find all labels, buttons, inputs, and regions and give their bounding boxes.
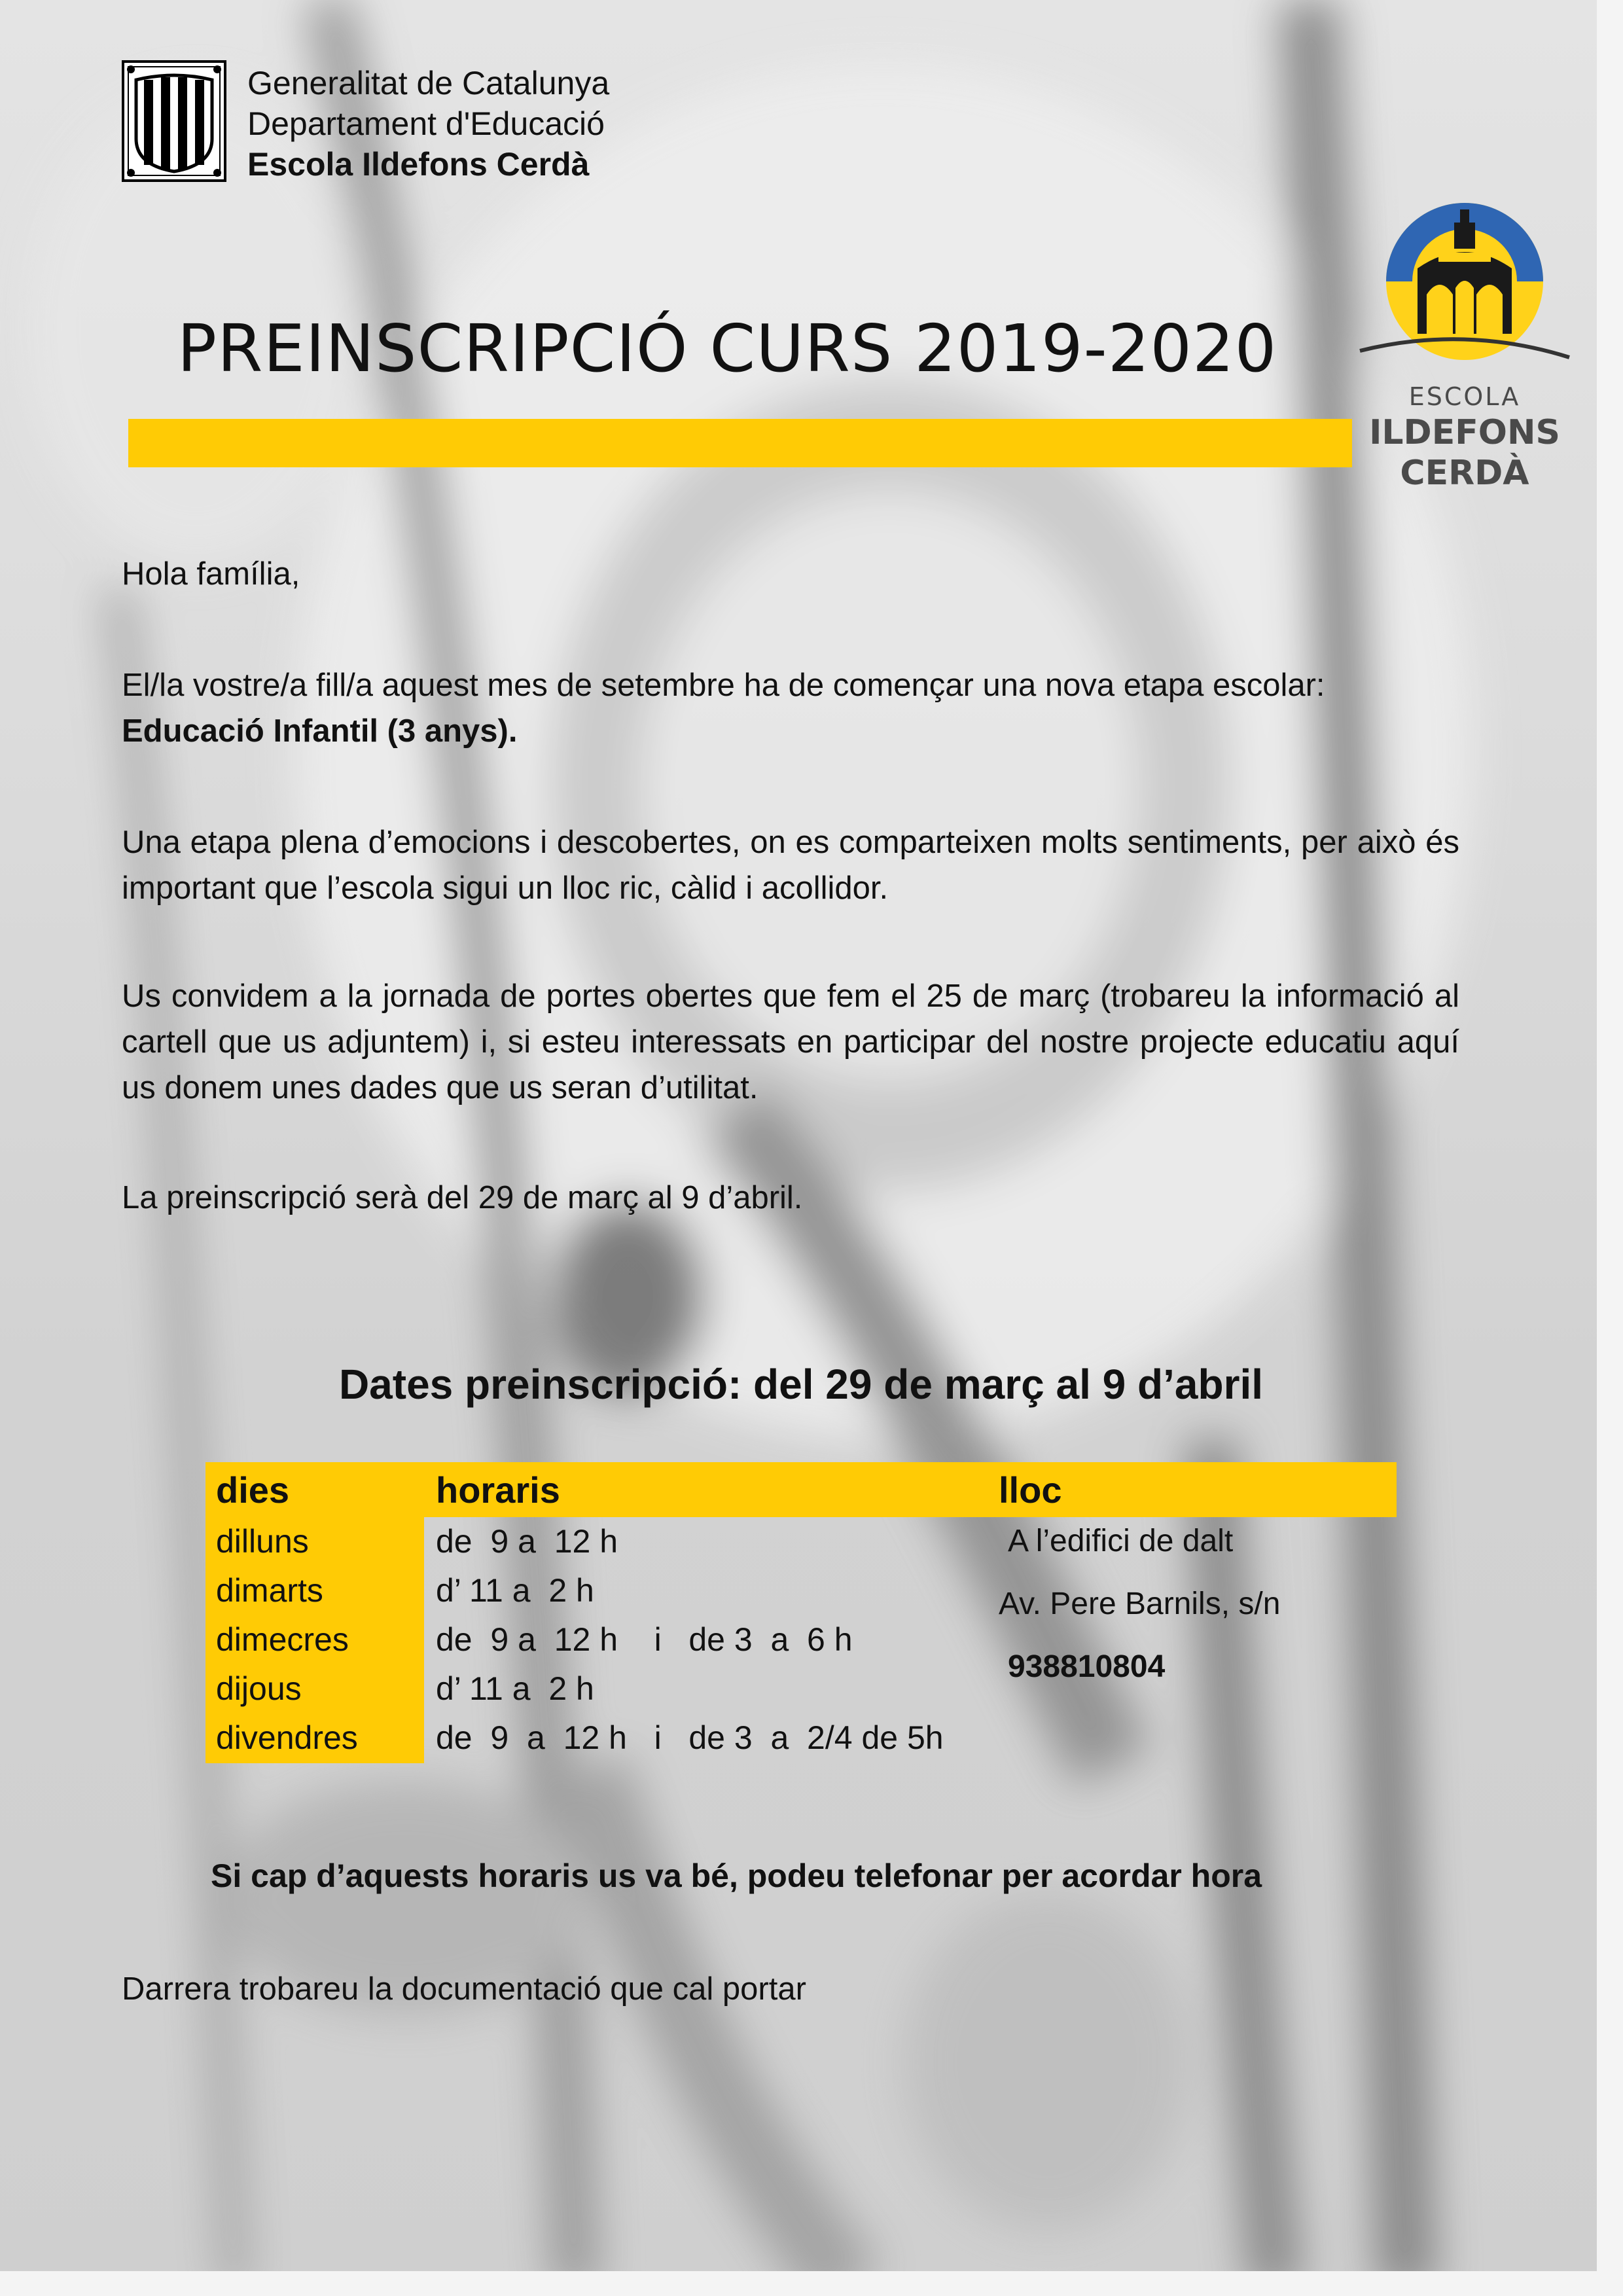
title-accent-bar (128, 419, 1352, 467)
department-name: Departament d'Educació (247, 105, 605, 142)
paragraph-2-text: Una etapa plena d’emocions i descobertes, on es comparteixen molts sentiments, per això és important que l’escola sigui un lloc ric, càlid i acollidor. (122, 825, 1459, 906)
paragraph-4 (122, 1175, 1459, 1221)
header-hours: horaris (436, 1469, 560, 1511)
documentation-note: Darrera trobareu la documentació que cal portar (122, 1971, 806, 2007)
schedule-note: Si cap d’aquests horaris us va bé, podeu telefonar per acordar hora (211, 1857, 1262, 1894)
school-logo-icon (1353, 196, 1576, 368)
institution-header (247, 63, 609, 185)
page-title: PREINSCRIPCIÓ CURS 2019-2020 (177, 310, 1277, 387)
school-logo-line-1: ESCOLA (1408, 382, 1521, 411)
dates-heading: Dates preinscripció: del 29 de març al 9 d’abril (338, 1361, 1264, 1408)
school-logo-line-3: CERDÀ (1400, 454, 1529, 493)
government-name: Generalitat de Catalunya (247, 65, 610, 101)
schedule-header-row (205, 1462, 1397, 1517)
school-name: Escola Ildefons Cerdà (247, 146, 590, 183)
hours-cell: de 9 a 12 h (436, 1523, 618, 1560)
day-cell: dimecres (216, 1621, 349, 1658)
hours-cell: de 9 a 12 h i de 3 a 6 h (436, 1621, 853, 1658)
paragraph-1-text: El/la vostre/a fill/a aquest mes de setembre ha de començar una nova etapa escolar: (122, 668, 1325, 703)
generalitat-emblem-icon (122, 60, 226, 182)
paragraph-1 (122, 662, 1459, 754)
paragraph-3 (122, 973, 1459, 1111)
day-cell: divendres (216, 1719, 358, 1756)
place-phone: 938810804 (1008, 1649, 1166, 1684)
day-cell: dijous (216, 1670, 302, 1707)
hours-cell: d’ 11 a 2 h (436, 1670, 594, 1707)
paragraph-1-bold: Educació Infantil (3 anys). (122, 713, 518, 749)
day-cell: dilluns (216, 1523, 309, 1560)
paragraph-2 (122, 819, 1459, 911)
day-cell: dimarts (216, 1572, 323, 1609)
schedule-table (205, 1462, 1397, 1763)
paragraph-4-text: La preinscripció serà del 29 de març al 9 d’abril. (122, 1180, 803, 1215)
place-building: A l’edifici de dalt (1008, 1524, 1234, 1558)
page-bottom-margin (0, 2271, 1623, 2296)
hours-cell: d’ 11 a 2 h (436, 1572, 594, 1609)
header-place: lloc (999, 1469, 1062, 1511)
place-address: Av. Pere Barnils, s/n (999, 1587, 1281, 1621)
header-days: dies (216, 1469, 290, 1511)
hours-cell: de 9 a 12 h i de 3 a 2/4 de 5h (436, 1719, 944, 1756)
paragraph-3-text: Us convidem a la jornada de portes obertes que fem el 25 de març (trobareu la informació al cartell que us adjuntem) i, si esteu interessats en participar del nostre projecte educatiu aquí us donem unes dades que us seran d’utilitat. (122, 978, 1459, 1105)
page-right-margin (1597, 0, 1623, 2296)
greeting: Hola família, (122, 556, 300, 592)
school-logo-wordmark (1353, 381, 1576, 493)
school-logo-line-2: ILDEFONS (1369, 413, 1560, 452)
